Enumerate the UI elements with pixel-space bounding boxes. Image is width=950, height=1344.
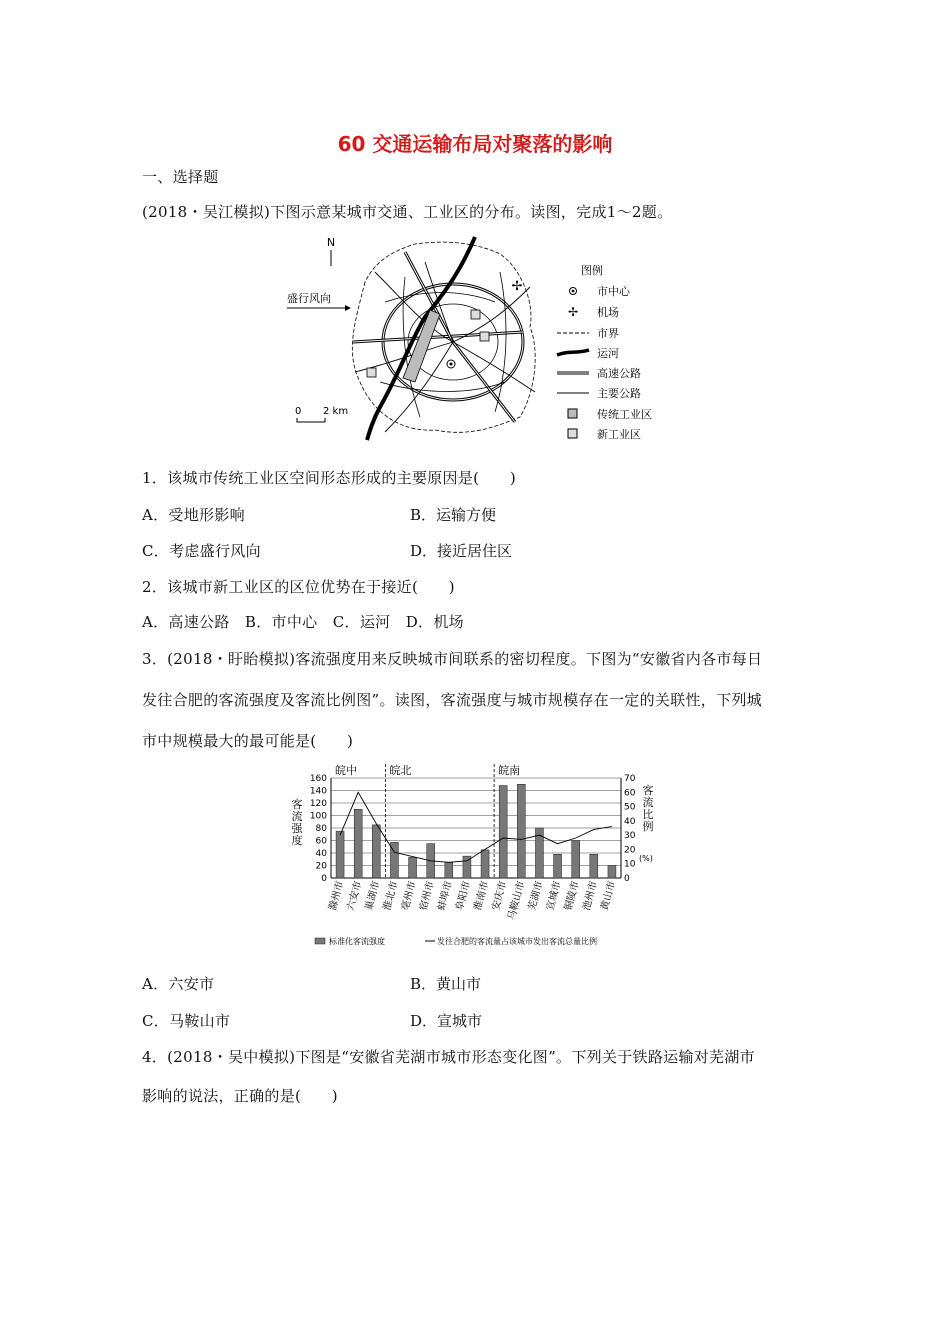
- category-label: 亳州市: [400, 879, 419, 912]
- y-right-axis-label: 客: [642, 784, 654, 797]
- bar: [336, 831, 344, 878]
- q1-option-b: B．运输方便: [410, 506, 497, 524]
- category-label: 淮南市: [472, 879, 491, 912]
- section-heading: 一、选择题: [142, 168, 219, 186]
- legend-bar-swatch: [315, 938, 325, 944]
- intro-text: (2018・吴江模拟)下图示意某城市交通、工业区的分布。读图，完成1～2题。: [142, 203, 673, 221]
- airport-icon: ✢: [511, 279, 523, 294]
- y-left-tick-label: 100: [309, 811, 327, 822]
- legend-traditional-industry: [568, 407, 652, 421]
- y-right-tick-label: 10: [624, 859, 636, 870]
- category-label: 宿州市: [418, 879, 437, 912]
- y-left-tick-label: 20: [315, 861, 327, 872]
- svg-text:机场: 机场: [597, 306, 619, 319]
- scale-bar: [297, 418, 325, 422]
- q4-stem-line2: 影响的说法，正确的是( ): [142, 1087, 338, 1105]
- q3-stem-line2: 发往合肥的客流强度及客流比例图”。读图，客流强度与城市规模存在一定的关联性，下列城: [142, 691, 762, 709]
- new-industry-zone: [480, 332, 489, 341]
- svg-text:✢: ✢: [567, 305, 579, 319]
- y-left-axis-label: 强: [291, 822, 303, 835]
- y-left-axis-label: 客: [291, 798, 303, 811]
- q3-option-d: D．宣城市: [410, 1012, 483, 1030]
- q3-stem-line1: 3．(2018・盱眙模拟)客流强度用来反映城市间联系的密切程度。下图为“安徽省内各市每日: [142, 650, 763, 668]
- svg-text:市界: 市界: [597, 327, 619, 340]
- bar: [499, 786, 507, 879]
- category-label: 巢湖市: [363, 879, 383, 912]
- region-label: 皖南: [498, 764, 521, 777]
- y-left-axis-label: 度: [291, 834, 303, 847]
- q3-stem-line3: 市中规模最大的最可能是( ): [142, 732, 354, 750]
- scale-length: 2 km: [323, 406, 349, 417]
- y-left-tick-label: 0: [321, 874, 327, 884]
- legend-title: 图例: [581, 264, 603, 277]
- city-map-figure: [285, 232, 665, 447]
- y-left-tick-label: 140: [309, 786, 327, 797]
- legend-city-boundary: [557, 327, 619, 340]
- new-industry-zone: [471, 310, 480, 319]
- bar: [409, 857, 417, 878]
- wind-arrowhead: [345, 305, 351, 311]
- y-left-tick-label: 120: [309, 799, 327, 809]
- legend-city-center: [570, 284, 631, 298]
- bar: [445, 862, 453, 878]
- svg-text:市中心: 市中心: [597, 285, 630, 298]
- region-label: 皖中: [335, 764, 357, 777]
- q2-options: A．高速公路 B．市中心 C．运河 D．机场: [142, 613, 464, 631]
- bar: [517, 784, 525, 878]
- legend-line-label: 发往合肥的客流量占该城市发出客流总量比例: [437, 937, 597, 946]
- q1-option-c: C．考虑盛行风向: [142, 542, 261, 560]
- bar: [590, 854, 598, 878]
- q1-stem: 1．该城市传统工业区空间形态形成的主要原因是( ): [142, 469, 517, 487]
- y-right-tick-label: 0: [624, 874, 630, 884]
- y-left-tick-label: 80: [315, 824, 327, 834]
- bar: [554, 854, 562, 878]
- legend-bar-label: 标准化客流强度: [329, 937, 385, 946]
- new-industry-zone: [367, 368, 376, 377]
- north-label: N: [326, 236, 336, 249]
- legend-expressway: [557, 366, 641, 380]
- svg-text:运河: 运河: [597, 347, 619, 360]
- svg-text:高速公路: 高速公路: [597, 367, 641, 380]
- bar: [354, 809, 362, 878]
- bar: [481, 850, 489, 878]
- wind-label: 盛行风向: [287, 292, 331, 305]
- svg-text:主要公路: 主要公路: [597, 387, 641, 400]
- y-right-tick-label: 30: [624, 831, 636, 842]
- q1-option-d: D．接近居住区: [410, 542, 513, 560]
- y-left-tick-label: 60: [315, 836, 327, 847]
- category-label: 安庆市: [490, 879, 510, 912]
- category-label: 马鞍山市: [506, 879, 528, 922]
- category-label: 宣城市: [545, 879, 564, 912]
- q3-option-a: A．六安市: [142, 975, 215, 993]
- bar: [572, 841, 580, 879]
- q3-option-c: C．马鞍山市: [142, 1012, 231, 1030]
- svg-text:传统工业区: 传统工业区: [597, 408, 652, 421]
- y-right-tick-label: 40: [624, 816, 636, 827]
- category-label: 池州市: [581, 879, 600, 912]
- q2-stem: 2．该城市新工业区的区位优势在于接近( ): [142, 578, 455, 596]
- category-label: 芜湖市: [526, 879, 546, 912]
- legend-canal: [557, 347, 619, 360]
- right-unit-label: (%): [639, 854, 653, 863]
- legend-main-road: [557, 387, 641, 400]
- y-left-axis-label: 流: [291, 810, 303, 823]
- category-label: 淮北市: [381, 879, 401, 912]
- category-label: 滁州市: [327, 879, 346, 912]
- bar: [608, 866, 616, 879]
- y-right-tick-label: 70: [624, 774, 636, 784]
- scale-zero: 0: [295, 406, 302, 417]
- legend-airport: [568, 305, 619, 319]
- y-left-tick-label: 40: [315, 849, 327, 859]
- category-label: 六安市: [345, 879, 365, 912]
- category-label: 蚌埠市: [436, 879, 455, 912]
- q4-stem-line1: 4．(2018・吴中模拟)下图是“安徽省芜湖市城市形态变化图”。下列关于铁路运输对芜湖市: [142, 1048, 755, 1066]
- y-right-tick-label: 50: [624, 802, 636, 813]
- y-right-tick-label: 60: [624, 788, 636, 799]
- category-label: 黄山市: [599, 879, 618, 912]
- legend-new-industry: [568, 427, 641, 441]
- passenger-flow-chart: [285, 758, 665, 954]
- q1-option-a: A．受地形影响: [142, 506, 245, 524]
- y-right-axis-label: 流: [642, 796, 654, 809]
- page-title: 60 交通运输布局对聚落的影响: [337, 132, 613, 156]
- y-right-axis-label: 比: [642, 808, 654, 821]
- category-label: 阜阳市: [454, 879, 473, 912]
- region-label: 皖北: [389, 764, 412, 777]
- y-left-tick-label: 160: [309, 774, 327, 784]
- svg-text:新工业区: 新工业区: [597, 428, 641, 441]
- y-right-axis-label: 例: [642, 820, 654, 833]
- y-right-tick-label: 20: [624, 845, 636, 856]
- bar: [372, 825, 380, 878]
- q3-option-b: B．黄山市: [410, 975, 482, 993]
- category-label: 铜陵市: [563, 879, 582, 912]
